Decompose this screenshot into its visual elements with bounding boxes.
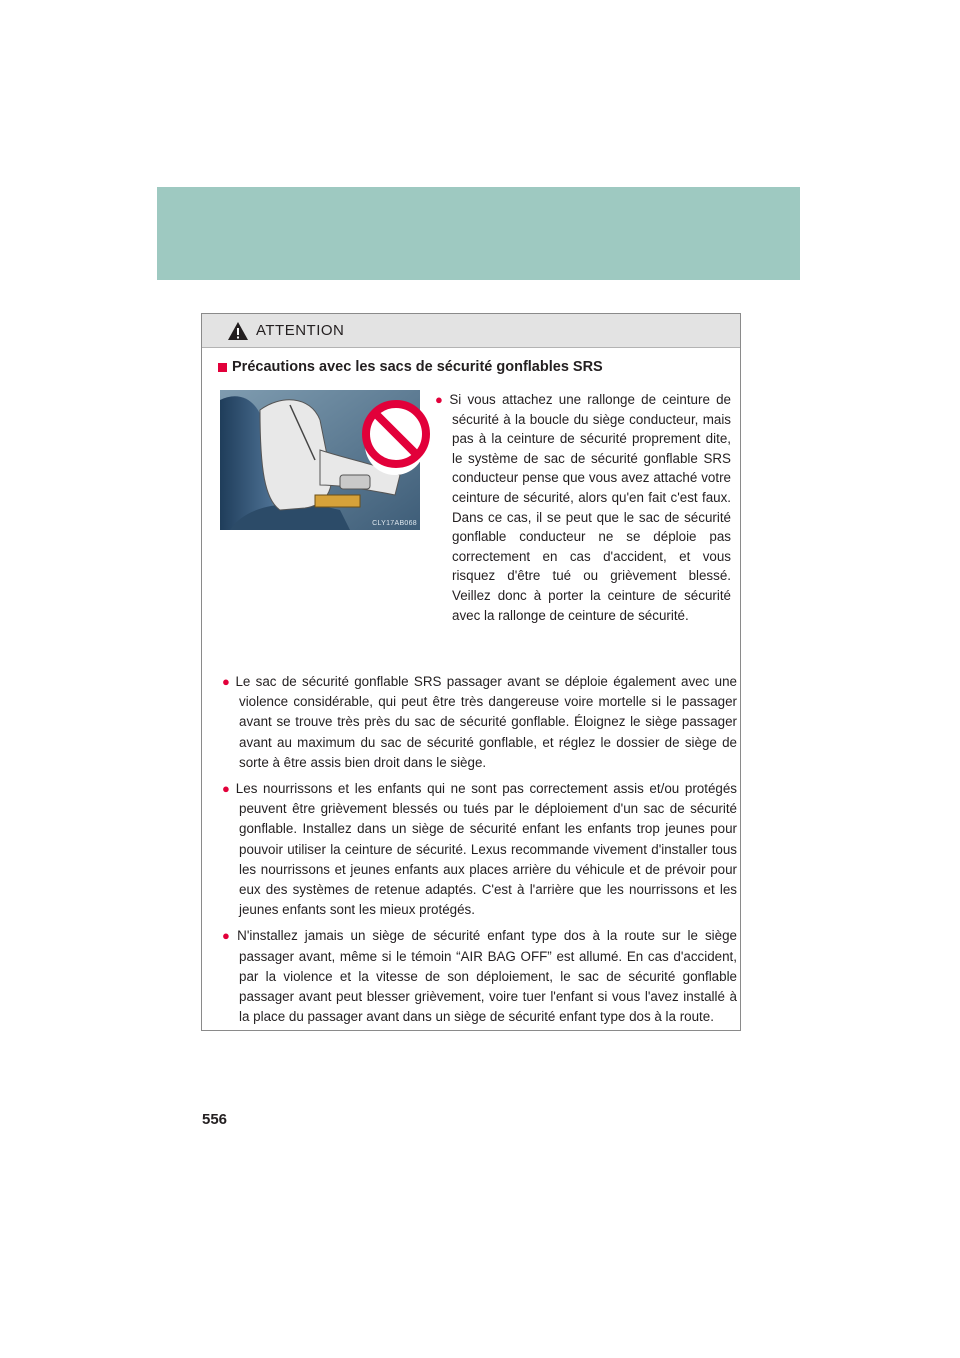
warning-triangle-icon [227, 321, 249, 341]
seatbelt-illustration [220, 390, 420, 530]
warning-header [202, 314, 740, 348]
bullet-1-text: Si vous attachez une rallonge de ceinture de sécurité à la boucle du siège conducteur, mais pas à la ceinture de sécurité proprement dite, le système de sac de sécurité gonflable SRS conducteur pense que vous avez attaché votre ceinture de sécurité, alors qu'en fait c'est faux. Dans ce cas, il se peut que le sac de sécurité gonflable conducteur ne se déploie pas correctement en cas d'accident, et vous risquez d'être tué ou grièvement blessé. Veillez donc à porter la ceinture de sécurité avec la rallonge de ceinture de sécurité. [449, 392, 731, 623]
list-item [222, 926, 737, 1027]
section-square-icon [218, 363, 227, 372]
warning-title: ATTENTION [256, 322, 345, 339]
bullet-2-text: Le sac de sécurité gonflable SRS passager avant se déploie également avec une violence considérable, qui peut être très dangereuse voire mortelle si le passager avant se trouve très près du sac de sécurité gonflable. Éloignez le siège passager avant au maximum du sac de sécurité gonflable, et réglez le dossier de siège de sorte à être assis bien droit dans le siège. [235, 674, 737, 770]
list-item [222, 672, 737, 773]
bullet-icon: ● [222, 928, 234, 944]
image-code: CLY17AB068 [372, 520, 417, 527]
header-band [157, 187, 800, 280]
lower-bullet-list [222, 672, 737, 1033]
no-entry-icon [360, 398, 432, 470]
bullet-icon: ● [435, 392, 446, 407]
bullet-3-text: Les nourrissons et les enfants qui ne sont pas correctement assis et/ou protégés peuvent être grièvement blessés ou tués par le déploiement d'un sac de sécurité gonflable. Installez dans un siège de sécurité enfant les enfants trop jeunes pour pouvoir utiliser la ceinture de sécurité. Lexus recommande vivement d'installer tous les nourrissons et jeunes enfants aux places arrière du véhicule et de prévoir pour eux des systèmes de retenue adaptés. C'est à l'arrière que les nourrissons et les jeunes enfants sont les mieux protégés. [235, 781, 737, 918]
page-number: 556 [202, 1111, 228, 1128]
section-title-text: Précautions avec les sacs de sécurité gonflables SRS [232, 359, 603, 375]
bullet-icon: ● [222, 781, 232, 797]
bullet-text-1 [435, 390, 731, 625]
list-item [222, 779, 737, 920]
section-title [218, 359, 603, 375]
bullet-icon: ● [222, 674, 232, 689]
warning-box [201, 313, 741, 1031]
bullet-4-text: N'installez jamais un siège de sécurité enfant type dos à la route sur le siège passager avant, même si le témoin “AIR BAG OFF” est allumé. En cas d'accident, par la violence et la vitesse de son déploiement, le sac de sécurité gonflable passager avant peut blesser grièvement, voire tuer l'enfant si vous l'avez installé à la place du passager avant dans un siège de sécurité enfant type dos à la route. [237, 928, 737, 1025]
